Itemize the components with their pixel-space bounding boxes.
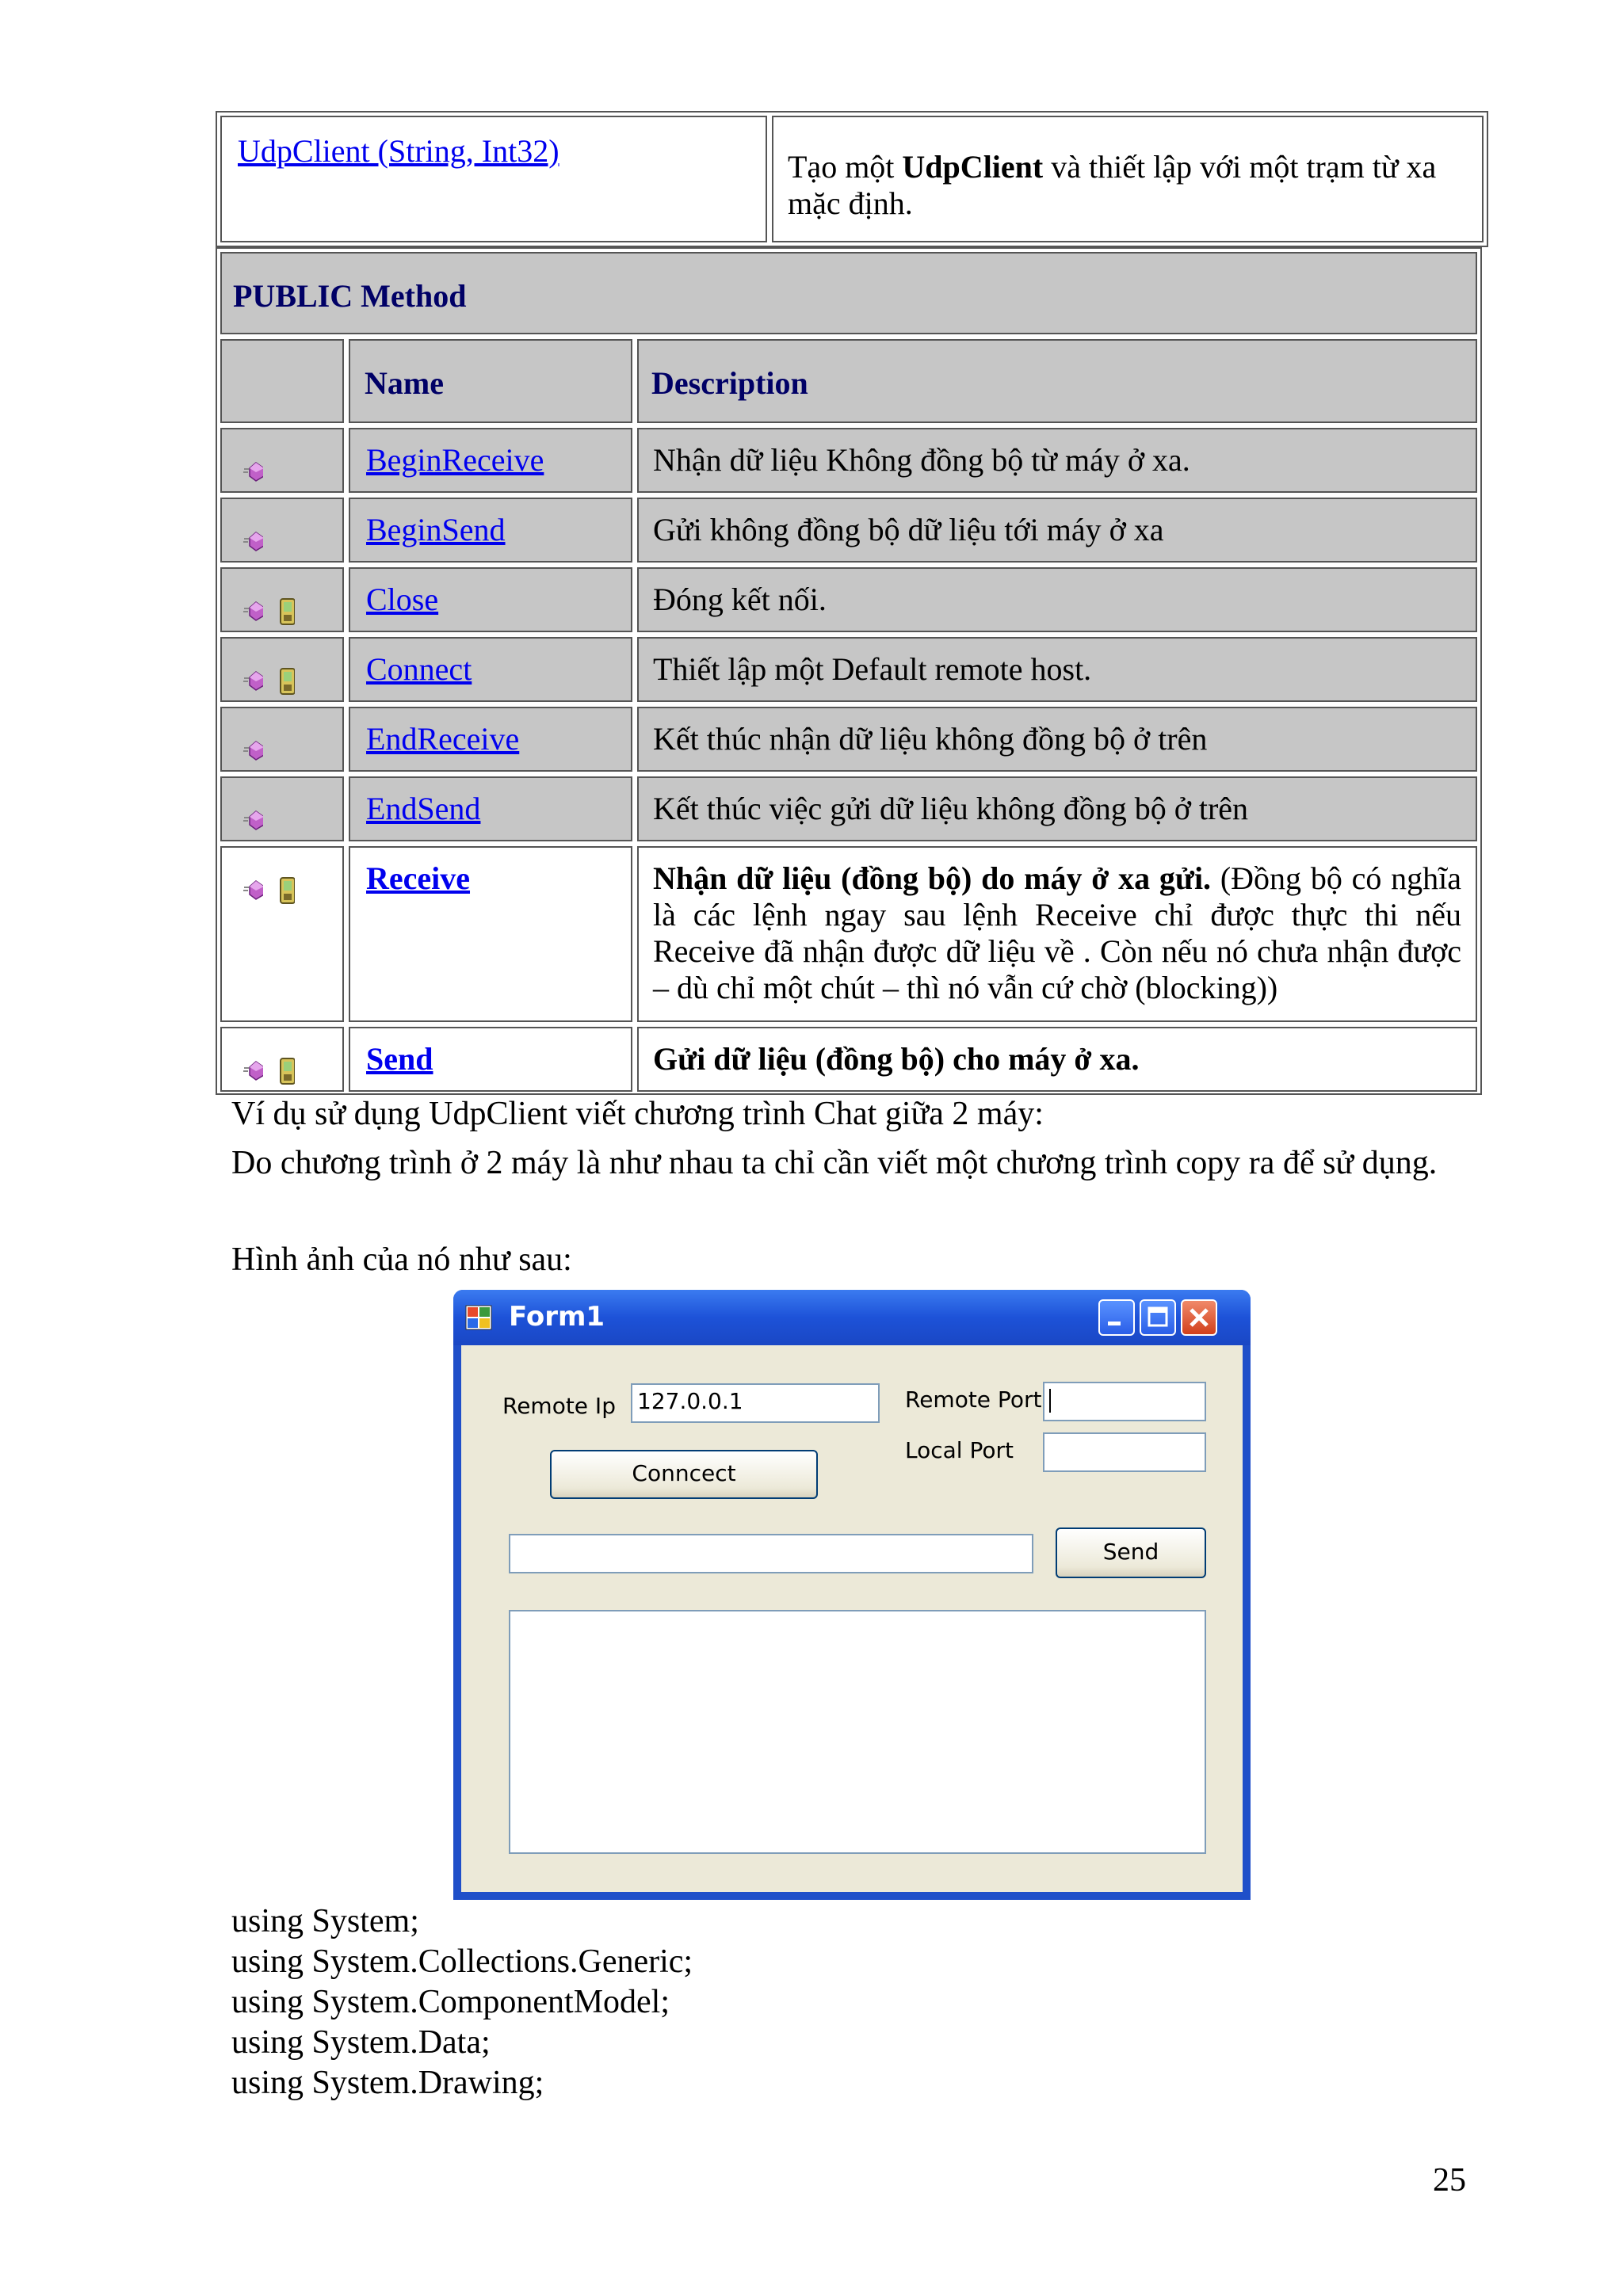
form1-titlebar <box>453 1290 1251 1345</box>
message-input[interactable] <box>509 1534 1033 1573</box>
paragraph-example-intro: Ví dụ sử dụng UdpClient viết chương trình Chat giữa 2 máy: <box>231 1096 1044 1132</box>
row-name-cell <box>349 498 632 563</box>
code-line: using System.Drawing; <box>231 2065 544 2101</box>
header-desc-cell <box>637 339 1477 423</box>
methods-table <box>216 247 1482 1095</box>
row-desc-cell <box>637 846 1477 1022</box>
method-icon <box>242 670 263 691</box>
row-icon-cell <box>220 1027 344 1092</box>
method-icon <box>242 810 263 830</box>
static-member-icon <box>279 876 295 905</box>
remote-port-input[interactable] <box>1043 1382 1206 1421</box>
constructor-link[interactable]: UdpClient (String, Int32) <box>238 133 559 169</box>
row-icon-cell <box>220 707 344 772</box>
constructor-table <box>216 111 1488 247</box>
method-link-connect[interactable]: Connect <box>366 651 472 687</box>
form1-client-area <box>461 1345 1243 1892</box>
method-link-endreceive[interactable]: EndReceive <box>366 721 520 757</box>
column-header-description: Description <box>651 365 808 401</box>
row-desc-cell <box>637 567 1477 632</box>
method-description-text: Đóng kết nối. <box>653 582 827 617</box>
code-line: using System; <box>231 1903 419 1939</box>
form-app-icon <box>464 1304 493 1331</box>
row-desc-cell <box>637 498 1477 563</box>
method-description-bold: Gửi dữ liệu (đồng bộ) cho máy ở xa. <box>653 1041 1140 1077</box>
text-cursor <box>1049 1389 1051 1413</box>
connect-button[interactable]: Conncect <box>550 1450 818 1499</box>
method-description-text: Kết thúc nhận dữ liệu không đồng bộ ở trên <box>653 721 1208 757</box>
row-name-cell <box>349 1027 632 1092</box>
column-header-name: Name <box>365 365 444 401</box>
method-description <box>653 651 1461 688</box>
method-link-endsend[interactable]: EndSend <box>366 791 481 826</box>
row-desc-cell <box>637 428 1477 493</box>
local-port-label: Local Port <box>905 1437 1014 1463</box>
constructor-description: Tạo một UdpClient và thiết lập với một trạm từ xa mặc định. <box>788 149 1437 221</box>
method-icon <box>242 601 263 621</box>
section-title: PUBLIC Method <box>233 278 467 314</box>
row-icon-cell <box>220 846 344 1022</box>
static-member-icon <box>279 597 295 626</box>
form1-title: Form1 <box>509 1301 605 1333</box>
row-name-cell <box>349 707 632 772</box>
remote-ip-label: Remote Ip <box>502 1393 616 1419</box>
row-name-cell <box>349 776 632 841</box>
method-icon <box>242 531 263 551</box>
member-icons <box>238 666 309 697</box>
paragraph-image-caption: Hình ảnh của nó như sau: <box>231 1241 572 1278</box>
row-name-cell <box>349 637 632 702</box>
code-line: using System.Collections.Generic; <box>231 1943 693 1980</box>
member-icons <box>238 1055 309 1087</box>
row-name-cell <box>349 567 632 632</box>
member-icons <box>238 456 309 488</box>
row-desc-cell <box>637 1027 1477 1092</box>
constructor-name-cell <box>220 116 767 242</box>
method-description <box>653 582 1461 618</box>
form1-window <box>453 1290 1251 1900</box>
method-icon <box>242 740 263 761</box>
code-line: using System.ComponentModel; <box>231 1984 670 2020</box>
method-icon <box>242 1060 263 1081</box>
maximize-icon <box>1141 1301 1174 1334</box>
header-name-cell <box>349 339 632 423</box>
method-link-close[interactable]: Close <box>366 582 439 617</box>
method-icon <box>242 461 263 482</box>
method-description <box>653 512 1461 548</box>
method-description <box>653 860 1461 1006</box>
member-icons <box>238 875 309 906</box>
member-icons <box>238 526 309 558</box>
row-desc-cell <box>637 707 1477 772</box>
row-icon-cell <box>220 428 344 493</box>
close-button[interactable] <box>1181 1299 1217 1336</box>
send-button[interactable]: Send <box>1056 1527 1206 1578</box>
method-icon <box>242 879 263 900</box>
row-desc-cell <box>637 776 1477 841</box>
method-link-beginsend[interactable]: BeginSend <box>366 512 506 547</box>
row-name-cell <box>349 428 632 493</box>
method-link-send[interactable]: Send <box>366 1041 433 1077</box>
method-description-bold: Nhận dữ liệu (đồng bộ) do máy ở xa gửi. <box>653 860 1212 896</box>
header-icon-cell <box>220 339 344 423</box>
method-description-text: Thiết lập một Default remote host. <box>653 651 1092 687</box>
code-block <box>231 1901 693 2103</box>
constructor-desc-cell <box>772 116 1484 242</box>
static-member-icon <box>279 1057 295 1085</box>
member-icons <box>238 735 309 767</box>
local-port-input[interactable] <box>1043 1432 1206 1472</box>
remote-ip-input[interactable]: 127.0.0.1 <box>631 1383 880 1423</box>
method-description-text: (Đồng bộ có nghĩa là các lệnh ngay sau lệnh Receive chỉ được thực thi nếu Receive đã nhận được dữ liệu về . Còn nếu nó chưa nhận được – dù chỉ một chút – thì nó vẫn cứ chờ (blocking)) <box>653 860 1461 1005</box>
method-description <box>653 721 1461 757</box>
member-icons <box>238 805 309 837</box>
row-desc-cell <box>637 637 1477 702</box>
row-icon-cell <box>220 776 344 841</box>
method-description-text: Gửi không đồng bộ dữ liệu tới máy ở xa <box>653 512 1164 547</box>
method-description-text: Kết thúc việc gửi dữ liệu không đồng bộ ở trên <box>653 791 1249 826</box>
remote-port-label: Remote Port <box>905 1386 1042 1413</box>
row-icon-cell <box>220 567 344 632</box>
row-name-cell <box>349 846 632 1022</box>
method-description <box>653 1041 1461 1077</box>
method-link-beginreceive[interactable]: BeginReceive <box>366 442 544 478</box>
method-description-text: Nhận dữ liệu Không đồng bộ từ máy ở xa. <box>653 442 1190 478</box>
minimize-icon <box>1100 1301 1133 1334</box>
member-icons <box>238 596 309 627</box>
chat-log-textarea[interactable] <box>509 1610 1206 1854</box>
minimize-button[interactable] <box>1098 1299 1135 1336</box>
maximize-button[interactable] <box>1140 1299 1176 1336</box>
close-icon <box>1182 1301 1216 1334</box>
static-member-icon <box>279 667 295 696</box>
page-number: 25 <box>1433 2162 1466 2199</box>
section-header-cell <box>220 252 1477 334</box>
method-link-receive[interactable]: Receive <box>366 860 471 896</box>
method-description <box>653 442 1461 479</box>
code-line: using System.Data; <box>231 2024 491 2061</box>
paragraph-program-same: Do chương trình ở 2 máy là như nhau ta chỉ cần viết một chương trình copy ra để sử dụng. <box>231 1145 1438 1181</box>
row-icon-cell <box>220 498 344 563</box>
method-description <box>653 791 1461 827</box>
row-icon-cell <box>220 637 344 702</box>
